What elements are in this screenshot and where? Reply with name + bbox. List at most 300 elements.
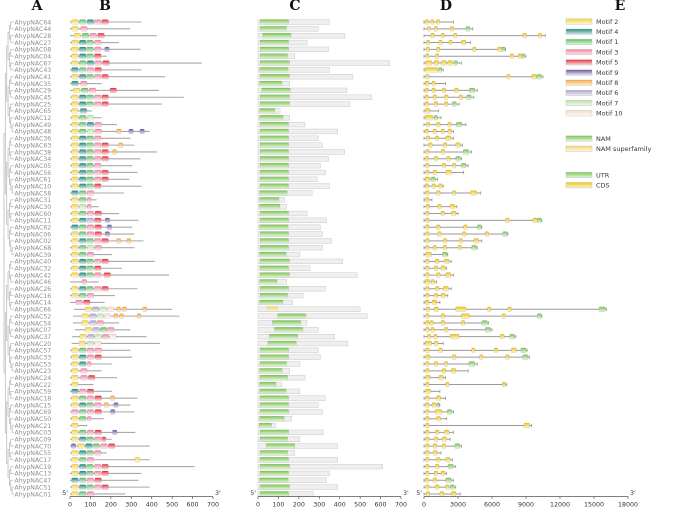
five-prime-label: 5' xyxy=(416,490,422,497)
panel-motifs xyxy=(70,20,202,497)
cds-exon xyxy=(433,451,437,456)
legend-motif-2-swatch xyxy=(566,19,592,24)
motif-box-3 xyxy=(95,238,102,243)
motif-box-2 xyxy=(72,485,79,490)
gene-name: AhypNAC18 xyxy=(14,395,52,403)
motif-box-5 xyxy=(102,259,109,264)
motif-box-2 xyxy=(72,396,79,401)
cds-exon xyxy=(446,170,452,175)
motif-box-4 xyxy=(79,355,86,360)
motif-box-2 xyxy=(72,375,79,380)
cds-exon xyxy=(434,26,437,31)
motif-box-1 xyxy=(87,40,94,45)
motif-box-7 xyxy=(87,245,94,250)
motif-box-3 xyxy=(95,259,102,264)
cds-exon xyxy=(436,273,440,278)
motif-box-4 xyxy=(87,61,94,66)
motif-box-5 xyxy=(102,74,109,79)
domain-row xyxy=(258,238,332,243)
cds-exon xyxy=(427,334,430,339)
motif-box-2 xyxy=(72,122,79,127)
cds-exon xyxy=(461,314,469,319)
gene-name: AhypNAC08 xyxy=(14,46,52,54)
legend-motif-5-swatch xyxy=(566,60,592,65)
gene-structure-row xyxy=(424,485,456,490)
utr-box xyxy=(442,252,447,257)
nam-domain xyxy=(260,81,282,86)
motif-box-2 xyxy=(74,33,81,38)
motif-box-2 xyxy=(80,334,87,339)
cds-exon xyxy=(524,423,530,428)
motif-box-2 xyxy=(72,252,79,257)
cds-exon xyxy=(443,143,447,148)
legend-nam-swatch xyxy=(566,136,592,141)
motif-box-2 xyxy=(85,327,92,332)
motif-box-3 xyxy=(87,478,94,483)
cds-exon xyxy=(442,88,445,93)
motif-box-1 xyxy=(79,61,86,66)
cds-exon xyxy=(426,409,429,414)
gene-name: AhypNAC20 xyxy=(14,340,52,348)
motif-box-3 xyxy=(87,430,94,435)
gene-structure-row xyxy=(424,409,453,414)
domain-row xyxy=(258,478,326,483)
cds-exon xyxy=(433,170,437,175)
gene-structure-row xyxy=(424,451,441,456)
motif-box-4 xyxy=(79,143,86,148)
cds-exon xyxy=(434,293,438,298)
motif-row xyxy=(70,163,132,168)
domain-row xyxy=(258,143,322,148)
motif-row xyxy=(73,314,179,319)
nam-domain xyxy=(260,409,289,414)
utr-box xyxy=(503,232,508,237)
nam-domain xyxy=(260,170,289,175)
gene-structure-row xyxy=(424,163,468,168)
cds-exon xyxy=(426,348,429,353)
utr-box xyxy=(537,74,542,79)
gene-name: AhypNAC04 xyxy=(14,53,52,61)
axis-tick-label: 400 xyxy=(333,501,346,509)
domain-row xyxy=(258,40,307,45)
motif-box-4 xyxy=(79,54,86,59)
domain-row xyxy=(258,252,300,257)
cds-exon xyxy=(431,280,434,285)
motif-box-5 xyxy=(95,355,102,360)
domain-row xyxy=(258,122,305,127)
motif-row xyxy=(70,184,142,189)
motif-box-6 xyxy=(87,218,94,223)
motif-box-8 xyxy=(112,150,116,155)
motif-box-5 xyxy=(102,143,109,148)
motif-box-1 xyxy=(87,259,94,264)
gene-structure-row xyxy=(424,375,446,380)
nam-domain xyxy=(260,211,289,216)
legend-motif-8-label: Motif 8 xyxy=(596,79,619,87)
domain-row xyxy=(258,403,318,408)
axis-tick-label: 12000 xyxy=(549,501,571,509)
gene-structure-row xyxy=(424,314,542,319)
motif-box-2 xyxy=(72,273,79,278)
utr-box xyxy=(447,409,452,414)
domain-row xyxy=(258,382,281,387)
cds-exon xyxy=(426,286,429,291)
cds-exon xyxy=(426,204,429,209)
motif-box-2 xyxy=(72,115,79,120)
gene-structure-row xyxy=(424,20,453,25)
motif-box-5 xyxy=(95,67,102,72)
motif-box-3 xyxy=(95,122,102,127)
motif-box-3 xyxy=(90,33,97,38)
cds-exon xyxy=(487,307,490,312)
motif-box-3 xyxy=(95,451,102,456)
utr-box xyxy=(522,54,525,59)
nam-domain xyxy=(262,33,291,38)
motif-box-6 xyxy=(92,307,99,312)
motif-box-1 xyxy=(87,238,94,243)
gene-name: AhypNAC64 xyxy=(14,19,52,27)
gene-structure-row xyxy=(424,211,458,216)
motif-box-1 xyxy=(79,115,86,120)
nam-domain xyxy=(260,177,289,182)
cds-exon xyxy=(425,280,430,285)
motif-row xyxy=(70,430,135,435)
motif-box-2 xyxy=(72,403,79,408)
cds-exon xyxy=(447,156,450,161)
motif-box-1 xyxy=(87,464,94,469)
cds-exon xyxy=(439,40,442,45)
motif-box-1 xyxy=(87,156,94,161)
motif-box-4 xyxy=(72,67,79,72)
gene-name: AhypNAC13 xyxy=(14,470,52,478)
motif-box-1 xyxy=(79,225,86,230)
motif-box-1 xyxy=(87,184,94,189)
legend-item xyxy=(566,171,610,179)
motif-box-2 xyxy=(72,156,79,161)
axis-tick-label: 700 xyxy=(206,501,220,509)
motif-box-5 xyxy=(95,218,102,223)
cds-exon xyxy=(426,191,429,196)
gene-name: AhypNAC60 xyxy=(14,210,52,218)
gene-structure-row xyxy=(424,115,441,120)
motif-box-2 xyxy=(72,26,79,31)
gene-name: AhypNAC58 xyxy=(14,190,52,198)
legend-motif-8-swatch xyxy=(566,80,592,85)
motif-box-2 xyxy=(72,61,79,66)
motif-box-2 xyxy=(72,74,79,79)
domain-row xyxy=(258,191,312,196)
gene-name: AhypNAC52 xyxy=(14,313,52,321)
nam-domain xyxy=(260,457,289,462)
motif-box-3 xyxy=(95,437,102,442)
gene-structure-row xyxy=(424,341,443,346)
cds-exon xyxy=(426,122,429,127)
cds-exon xyxy=(441,321,445,326)
gene-name: AhypNAC26 xyxy=(14,286,52,294)
legend-motif-3-label: Motif 3 xyxy=(596,48,619,57)
cds-exon xyxy=(459,95,462,100)
cds-exon xyxy=(426,225,429,230)
motif-box-1 xyxy=(87,163,94,168)
gene-name: AhypNAC11 xyxy=(14,217,52,225)
motif-row xyxy=(70,266,122,271)
gene-name: AhypNAC54 xyxy=(14,320,52,328)
motif-box-1 xyxy=(87,74,94,79)
gene-name-column xyxy=(15,19,52,498)
domain-row xyxy=(258,177,317,182)
motif-box-2 xyxy=(72,211,79,216)
motif-row xyxy=(70,218,138,223)
legend-motif-2-label: Motif 2 xyxy=(596,17,619,26)
motif-box-3 xyxy=(95,471,102,476)
cds-exon xyxy=(426,444,429,449)
utr-box xyxy=(463,150,469,155)
cds-exon xyxy=(442,444,445,449)
cds-exon xyxy=(442,368,446,373)
utr-box xyxy=(537,314,541,319)
legend-motif-4-swatch xyxy=(566,29,592,34)
motif-row xyxy=(70,389,112,394)
motif-box-5 xyxy=(95,409,102,414)
motif-box-9 xyxy=(129,129,133,134)
motif-box-4 xyxy=(79,273,86,278)
gene-structure-row xyxy=(424,382,507,387)
nam-domain xyxy=(260,485,290,490)
motif-box-3 xyxy=(87,293,94,298)
cds-exon xyxy=(426,375,431,380)
motif-row xyxy=(70,259,155,264)
utr-box xyxy=(521,348,526,353)
legend-item xyxy=(566,182,610,190)
nam-domain xyxy=(260,389,287,394)
cds-exon xyxy=(436,20,439,25)
cds-exon xyxy=(444,327,448,332)
motif-box-1 xyxy=(81,88,88,93)
motif-box-2 xyxy=(72,348,79,353)
nam-domain xyxy=(260,252,287,257)
motif-box-4 xyxy=(79,218,86,223)
gene-structure-row xyxy=(424,355,529,360)
cds-exon xyxy=(444,362,447,367)
cds-exon xyxy=(448,122,451,127)
motif-box-9 xyxy=(140,129,144,134)
motif-row xyxy=(70,273,169,278)
domain-row xyxy=(258,156,328,161)
nam-domain xyxy=(260,396,289,401)
gene-name: AhypNAC59 xyxy=(14,388,52,396)
gene-structure-row xyxy=(424,88,477,93)
domain-row xyxy=(258,409,322,414)
gene-structure-row xyxy=(424,444,461,449)
motif-box-3 xyxy=(87,416,91,421)
motif-box-2 xyxy=(135,457,140,462)
gene-structure-row xyxy=(424,191,481,196)
three-prime-label: 3' xyxy=(403,490,409,497)
nam-domain xyxy=(260,375,288,380)
cds-exon xyxy=(444,430,449,435)
cds-exon xyxy=(500,334,504,339)
legend-motif-9-label: Motif 9 xyxy=(596,68,619,77)
motif-box-8 xyxy=(143,307,147,312)
motif-box-4 xyxy=(72,191,79,196)
nam-domain xyxy=(260,471,289,476)
gene-structure-row xyxy=(424,26,473,31)
cds-exon xyxy=(444,95,448,100)
motif-box-8 xyxy=(117,238,121,243)
axis-tick-label: 15000 xyxy=(583,501,605,509)
cds-exon xyxy=(425,341,432,346)
nam-domain xyxy=(260,368,282,373)
cds-exon xyxy=(426,150,429,155)
nam-domain xyxy=(260,61,290,66)
gene-name: AhypNAC09 xyxy=(14,436,52,444)
legend-cds-swatch xyxy=(566,183,592,188)
gene-name: AhypNAC65 xyxy=(14,108,52,116)
gene-name: AhypNAC33 xyxy=(14,354,52,362)
cds-exon xyxy=(523,33,527,38)
gene-name: AhypNAC56 xyxy=(14,169,52,177)
cds-exon xyxy=(532,74,537,79)
cds-exon xyxy=(441,33,444,38)
motif-box-3 xyxy=(95,40,102,45)
gene-structure-row xyxy=(424,156,461,161)
motif-row xyxy=(70,437,112,442)
nam-domain xyxy=(260,67,289,72)
cds-exon xyxy=(426,314,429,319)
motif-box-3 xyxy=(87,67,94,72)
motif-box-2 xyxy=(72,204,79,209)
motif-box-2 xyxy=(72,451,79,456)
motif-row xyxy=(70,54,107,59)
motif-box-3 xyxy=(95,129,102,134)
cds-exon xyxy=(461,321,464,326)
cds-exon xyxy=(441,129,444,134)
motif-box-3 xyxy=(87,409,94,414)
motif-box-10 xyxy=(95,341,102,346)
cds-exon xyxy=(506,355,509,360)
motif-box-3 xyxy=(76,300,83,305)
motif-box-3 xyxy=(82,280,87,285)
motif-box-5 xyxy=(98,33,105,38)
cds-exon xyxy=(432,403,436,408)
domain-row xyxy=(258,211,307,216)
gene-name: AhypNAC03 xyxy=(14,429,52,437)
cds-exon xyxy=(435,430,439,435)
domain-row xyxy=(258,307,360,312)
domain-row xyxy=(258,348,318,353)
cds-exon xyxy=(426,74,429,79)
motif-box-3 xyxy=(87,211,94,216)
motif-box-4 xyxy=(72,389,79,394)
cds-exon xyxy=(436,457,440,462)
cds-exon xyxy=(425,177,430,182)
domain-row xyxy=(258,437,300,442)
domain-row xyxy=(258,129,338,134)
motif-row xyxy=(70,403,130,408)
cds-exon xyxy=(426,321,429,326)
legend-motif-3-swatch xyxy=(566,49,592,54)
legend-item xyxy=(566,28,618,36)
motif-box-2 xyxy=(72,464,79,469)
nam-domain xyxy=(260,464,290,469)
cds-exon xyxy=(426,464,429,469)
motif-box-4 xyxy=(79,362,86,367)
motif-box-4 xyxy=(79,403,86,408)
motif-row xyxy=(70,245,134,250)
legend-motif-5-label: Motif 5 xyxy=(596,58,619,67)
motif-box-9 xyxy=(114,403,118,408)
motif-box-2 xyxy=(85,307,92,312)
gene-structure-row xyxy=(424,136,453,141)
cds-exon xyxy=(426,416,429,421)
utr-box xyxy=(469,362,475,367)
cds-exon xyxy=(431,33,435,38)
cds-exon xyxy=(441,150,445,155)
motif-row xyxy=(70,156,140,161)
cds-exon xyxy=(438,232,442,237)
motif-row xyxy=(70,444,150,449)
motif-row xyxy=(70,286,137,291)
nam-domain xyxy=(260,492,289,497)
gene-structure-row xyxy=(424,437,450,442)
motif-box-5 xyxy=(83,300,90,305)
motif-row xyxy=(70,109,92,114)
cds-exon xyxy=(538,33,541,38)
gene-name: AhypNAC68 xyxy=(14,245,52,253)
motif-box-3 xyxy=(97,321,104,326)
cds-exon xyxy=(429,143,433,148)
gene-name: AhypNAC55 xyxy=(14,450,52,458)
utr-box xyxy=(482,321,487,326)
axis-tick-label: 700 xyxy=(394,501,408,509)
gene-name: AhypNAC51 xyxy=(14,484,52,492)
domain-row xyxy=(258,245,322,250)
cds-exon xyxy=(453,33,456,38)
motif-row xyxy=(70,471,142,476)
cds-exon xyxy=(426,492,429,497)
cds-exon xyxy=(485,232,489,237)
gene-structure-row xyxy=(424,40,470,45)
motif-row xyxy=(70,102,162,107)
motif-box-4 xyxy=(79,170,86,175)
motif-box-1 xyxy=(79,129,86,134)
cds-exon xyxy=(425,102,428,107)
motif-box-5 xyxy=(102,471,109,476)
domain-row xyxy=(258,204,287,209)
motif-box-7 xyxy=(87,115,94,120)
motif-row xyxy=(70,20,142,25)
cds-exon xyxy=(452,191,455,196)
motif-box-1 xyxy=(79,232,86,237)
motif-box-3 xyxy=(95,170,102,175)
motif-box-2 xyxy=(82,321,89,326)
utr-box xyxy=(450,485,454,490)
motif-box-9 xyxy=(110,409,114,414)
motif-box-1 xyxy=(79,430,86,435)
motif-box-2 xyxy=(72,238,79,243)
motif-box-4 xyxy=(79,163,86,168)
utr-box xyxy=(467,95,472,100)
cds-exon xyxy=(441,266,445,271)
gene-name: AhypNAC35 xyxy=(14,80,52,88)
cds-exon xyxy=(480,355,483,360)
motif-row xyxy=(70,348,130,353)
cds-exon xyxy=(426,54,429,59)
motif-box-1 xyxy=(79,492,86,497)
motif-row xyxy=(70,423,87,428)
motif-box-3 xyxy=(95,136,102,141)
panel-domains xyxy=(258,20,390,497)
